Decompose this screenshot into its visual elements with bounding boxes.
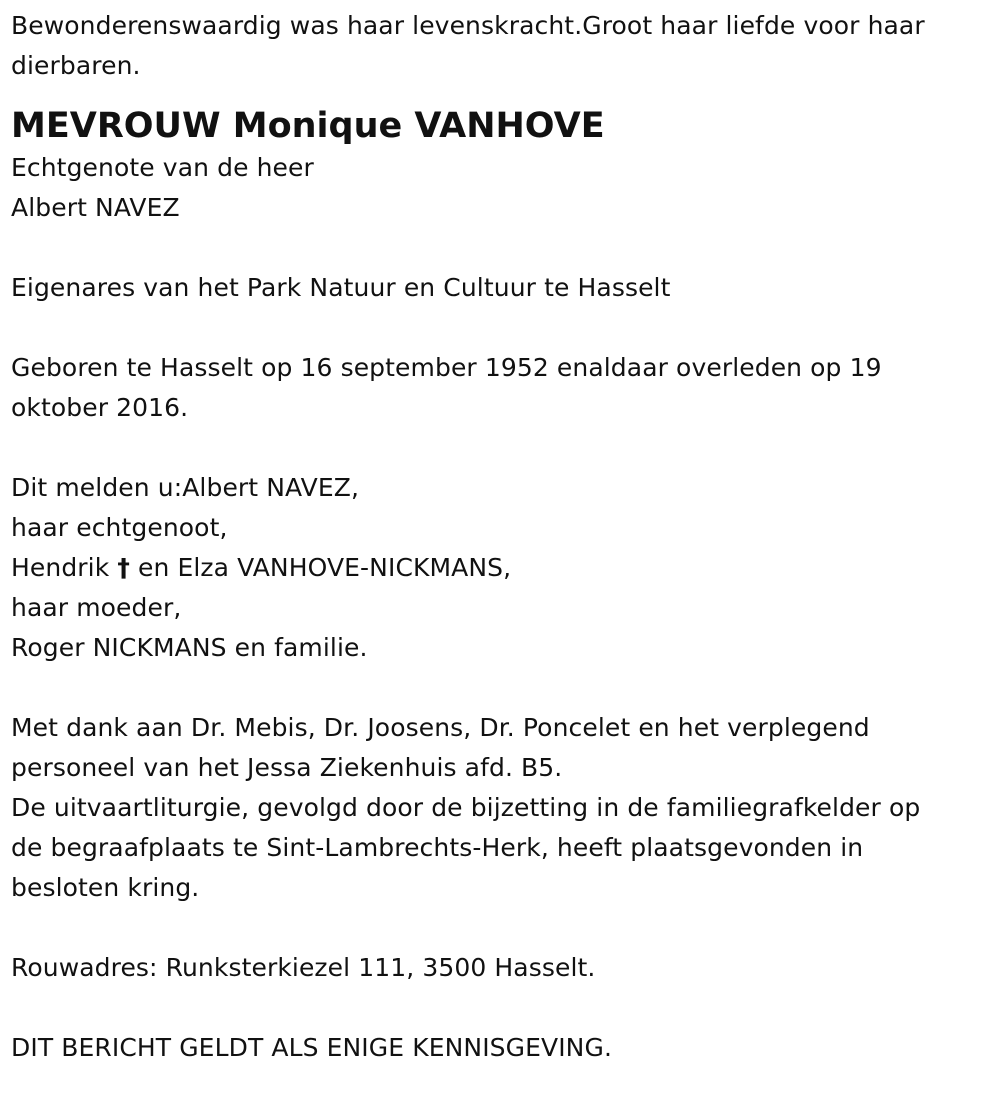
obituary-notice (11, 6, 991, 1068)
birth-death-line-1: Geboren te Hasselt op 16 september 1952 enaldaar overleden op 19 (11, 353, 882, 382)
thanks-line-2: personeel van het Jessa Ziekenhuis afd. B5. (11, 753, 563, 782)
birth-death-line-2: oktober 2016. (11, 393, 189, 422)
family-parent-mother: en Elza VANHOVE-NICKMANS, (138, 553, 512, 582)
thanks-line-3: De uitvaartliturgie, gevolgd door de bijzetting in de familiegrafkelder op (11, 793, 921, 822)
spacer (11, 428, 991, 468)
thanks-line-1: Met dank aan Dr. Mebis, Dr. Joosens, Dr. Poncelet en het verplegend (11, 713, 870, 742)
spacer (11, 308, 991, 348)
family-parent-father: Hendrik (11, 553, 110, 582)
mourning-address: Rouwadres: Runksterkiezel 111, 3500 Hasselt. (11, 953, 596, 982)
cross-icon: † (117, 553, 130, 582)
deceased-name: MEVROUW Monique VANHOVE (11, 106, 605, 146)
thanks-line-4: de begraafplaats te Sint-Lambrechts-Herk, heeft plaatsgevonden in (11, 833, 864, 862)
closing-statement: DIT BERICHT GELDT ALS ENIGE KENNISGEVING. (11, 1033, 612, 1062)
family-line-2: haar echtgenoot, (11, 513, 228, 542)
occupation-line: Eigenares van het Park Natuur en Cultuur te Hasselt (11, 273, 671, 302)
spacer (11, 228, 991, 268)
family-line-5: Roger NICKMANS en familie. (11, 633, 368, 662)
spouse-line-1: Echtgenote van de heer (11, 153, 314, 182)
spacer (11, 988, 991, 1028)
thanks-line-5: besloten kring. (11, 873, 200, 902)
family-line-4: haar moeder, (11, 593, 182, 622)
family-line-3 (11, 548, 991, 588)
intro-line-1: Bewonderenswaardig was haar levenskracht.Groot haar liefde voor haar (11, 11, 925, 40)
intro-line-2: dierbaren. (11, 51, 141, 80)
spacer (11, 908, 991, 948)
family-line-1: Dit melden u:Albert NAVEZ, (11, 473, 360, 502)
spouse-line-2: Albert NAVEZ (11, 193, 180, 222)
spacer (11, 668, 991, 708)
